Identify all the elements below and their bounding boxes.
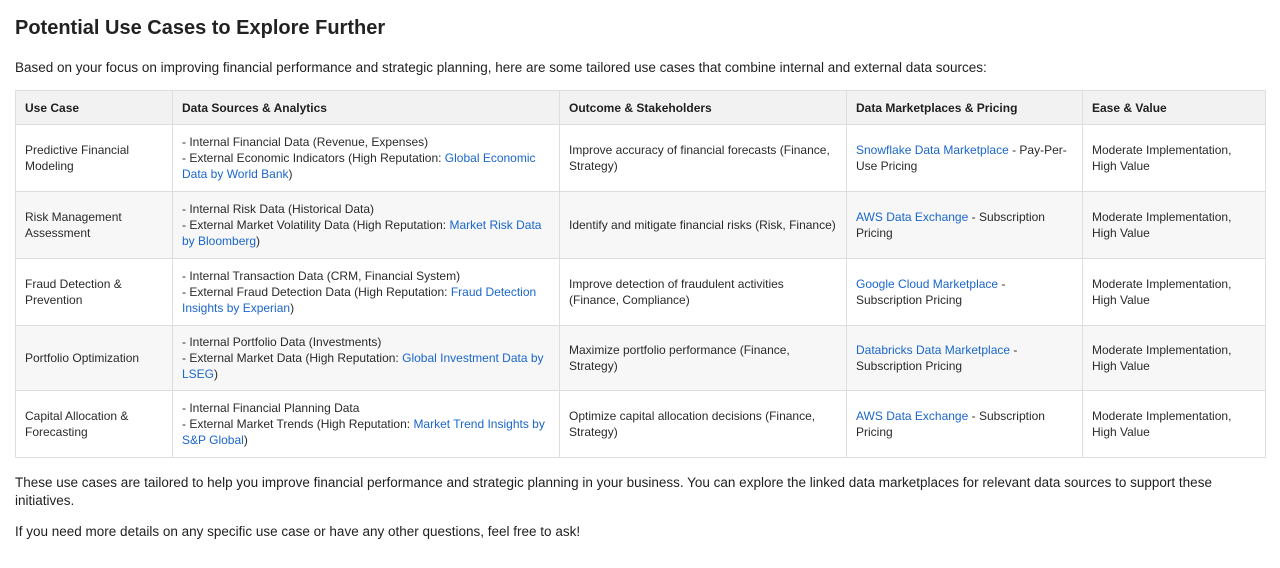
intro-text: Based on your focus on improving financial performance and strategic planning, here are some tailored use cases that combine internal and external data sources:	[15, 60, 987, 75]
marketplace-cell	[847, 192, 1083, 259]
marketplace-cell	[847, 125, 1083, 192]
internal-source: - Internal Risk Data (Historical Data)	[182, 202, 375, 216]
table-row	[16, 125, 1266, 192]
ease-value-cell: Moderate Implementation, High Value	[1083, 125, 1266, 192]
column-header-ease-value: Ease & Value	[1083, 91, 1266, 125]
external-source	[182, 284, 550, 316]
marketplace-link[interactable]: AWS Data Exchange	[856, 210, 969, 224]
external-source-suffix: )	[290, 301, 295, 315]
use-case-cell: Capital Allocation & Forecasting	[16, 391, 173, 458]
marketplace-cell	[847, 326, 1083, 391]
external-source	[182, 150, 550, 182]
table-row	[16, 259, 1266, 326]
table-row	[16, 326, 1266, 391]
external-source-link[interactable]: Global Investment Data by LSEG	[182, 351, 544, 381]
external-source-link[interactable]: Global Economic Data by World Bank	[182, 151, 536, 181]
table-header-row	[16, 91, 1266, 125]
pricing-text: - Subscription Pricing	[856, 277, 1006, 307]
outcome-cell: Optimize capital allocation decisions (Finance, Strategy)	[560, 391, 847, 458]
internal-source: - Internal Transaction Data (CRM, Financial System)	[182, 269, 461, 283]
marketplace-link[interactable]: Databricks Data Marketplace	[856, 343, 1011, 357]
external-source-label: - External Economic Indicators (High Reputation:	[182, 151, 445, 165]
external-source-link[interactable]: Market Risk Data by Bloomberg	[182, 218, 542, 248]
data-sources-cell	[173, 125, 560, 192]
column-header-outcome: Outcome & Stakeholders	[560, 91, 847, 125]
use-case-cell: Predictive Financial Modeling	[16, 125, 173, 192]
ease-value-cell: Moderate Implementation, High Value	[1083, 192, 1266, 259]
external-source	[182, 217, 550, 249]
ease-value-cell: Moderate Implementation, High Value	[1083, 391, 1266, 458]
pricing-text: - Pay-Per-Use Pricing	[856, 143, 1067, 173]
internal-source: - Internal Portfolio Data (Investments)	[182, 335, 382, 349]
external-source-label: - External Market Trends (High Reputation:	[182, 417, 414, 431]
outcome-cell: Improve detection of fraudulent activities (Finance, Compliance)	[560, 259, 847, 326]
marketplace-cell	[847, 391, 1083, 458]
pricing-text: - Subscription Pricing	[856, 343, 1018, 373]
pricing-text: - Subscription Pricing	[856, 409, 1045, 439]
outcome-cell: Improve accuracy of financial forecasts (Finance, Strategy)	[560, 125, 847, 192]
outcome-cell: Maximize portfolio performance (Finance, Strategy)	[560, 326, 847, 391]
data-sources-cell	[173, 391, 560, 458]
external-source	[182, 350, 550, 382]
closing-text: If you need more details on any specific use case or have any other questions, feel free to ask!	[15, 524, 581, 539]
table-row	[16, 192, 1266, 259]
outcome-cell: Identify and mitigate financial risks (Risk, Finance)	[560, 192, 847, 259]
ease-value-cell: Moderate Implementation, High Value	[1083, 326, 1266, 391]
external-source-suffix: )	[256, 234, 261, 248]
column-header-marketplaces: Data Marketplaces & Pricing	[847, 91, 1083, 125]
external-source-link[interactable]: Market Trend Insights by S&P Global	[182, 417, 545, 447]
external-source	[182, 416, 550, 448]
external-source-suffix: )	[243, 433, 248, 447]
ease-value-cell: Moderate Implementation, High Value	[1083, 259, 1266, 326]
use-case-cell: Portfolio Optimization	[16, 326, 173, 391]
data-sources-cell	[173, 326, 560, 391]
summary-text: These use cases are tailored to help you improve financial performance and strategic planning in your business. You can explore the linked data marketplaces for relevant data sources to support these initiatives.	[15, 475, 1212, 508]
external-source-label: - External Market Volatility Data (High Reputation:	[182, 218, 450, 232]
table-row	[16, 391, 1266, 458]
external-source-label: - External Fraud Detection Data (High Reputation:	[182, 285, 451, 299]
use-case-table	[15, 90, 1266, 458]
column-header-use-case: Use Case	[16, 91, 173, 125]
marketplace-link[interactable]: Snowflake Data Marketplace	[856, 143, 1009, 157]
external-source-suffix: )	[214, 367, 219, 381]
external-source-link[interactable]: Fraud Detection Insights by Experian	[182, 285, 537, 315]
internal-source: - Internal Financial Data (Revenue, Expenses)	[182, 135, 429, 149]
page-title: Potential Use Cases to Explore Further	[15, 17, 386, 39]
data-sources-cell	[173, 192, 560, 259]
internal-source: - Internal Financial Planning Data	[182, 401, 360, 415]
external-source-label: - External Market Data (High Reputation:	[182, 351, 403, 365]
data-sources-cell	[173, 259, 560, 326]
marketplace-cell	[847, 259, 1083, 326]
marketplace-link[interactable]: Google Cloud Marketplace	[856, 277, 999, 291]
use-case-cell: Risk Management Assessment	[16, 192, 173, 259]
column-header-data-sources: Data Sources & Analytics	[173, 91, 560, 125]
marketplace-link[interactable]: AWS Data Exchange	[856, 409, 969, 423]
pricing-text: - Subscription Pricing	[856, 210, 1045, 240]
external-source-suffix: )	[288, 167, 293, 181]
use-case-cell: Fraud Detection & Prevention	[16, 259, 173, 326]
